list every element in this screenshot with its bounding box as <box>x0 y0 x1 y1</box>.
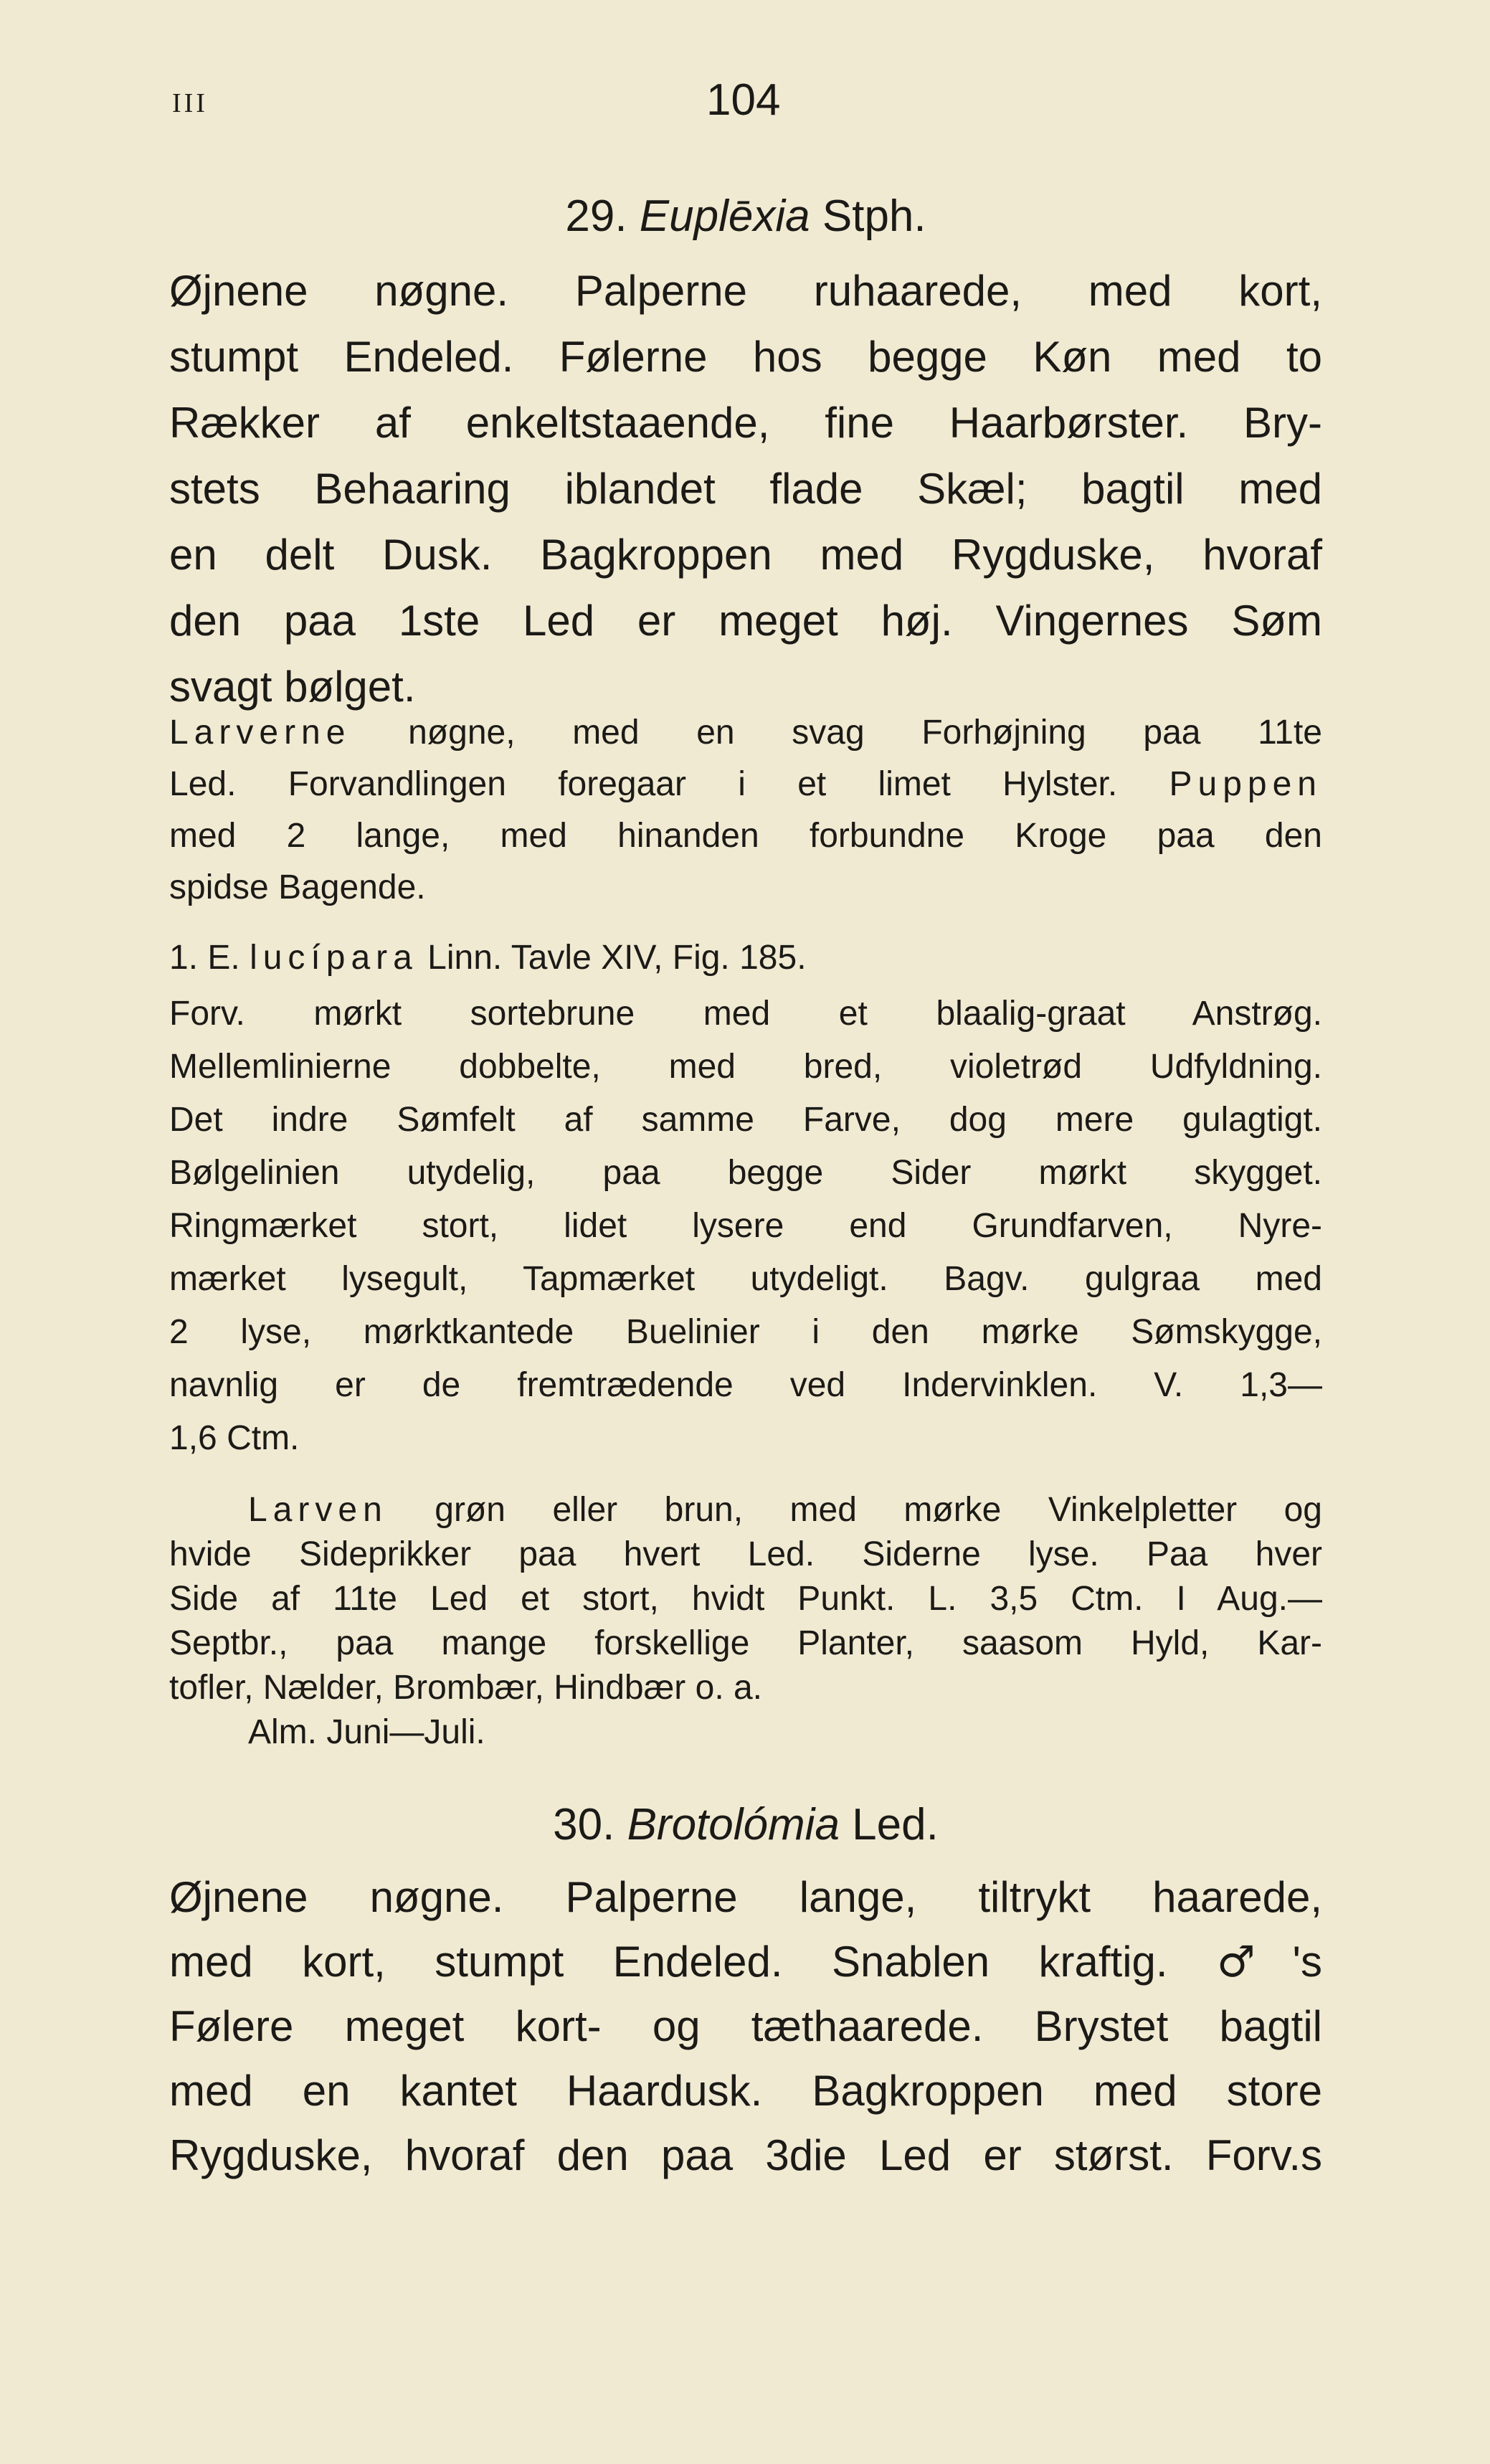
species-1-line: Ringmærket stort, lidet lysere end Grundfarven, Nyre- <box>169 1207 1322 1245</box>
species-1-larva-line: Septbr., paa mange forskellige Planter, saasom Hyld, Kar- <box>169 1624 1322 1662</box>
genus-29-heading <box>169 188 1322 245</box>
genus-29-line: den paa 1ste Led er meget høj. Vingernes Søm <box>169 597 1322 645</box>
signature-mark: III <box>172 88 208 118</box>
larva-lead: Larverne <box>169 714 351 752</box>
species-1-larva-line: Larven grøn eller brun, med mørke Vinkelpletter og <box>248 1491 1323 1529</box>
species-1-heading: 1. E. lucípara Linn. Tavle XIV, Fig. 185. <box>169 939 807 977</box>
genus-30-line: Rygduske, hvoraf den paa 3die Led er størst. Forv.s <box>169 2131 1322 2179</box>
page-number: 104 <box>706 75 781 125</box>
pupa-lead: Puppen <box>1169 765 1322 803</box>
species-1-line: Det indre Sømfelt af samme Farve, dog mere gulagtigt. <box>169 1101 1322 1139</box>
genus-30-line: Følere meget kort- og tæthaarede. Brystet bagtil <box>169 2002 1322 2050</box>
species-1-line: 1,6 Ctm. <box>169 1419 300 1457</box>
larva-lead: Larven <box>248 1491 388 1529</box>
genus-29-larva-line: med 2 lange, med hinanden forbundne Kroge paa den <box>169 817 1322 855</box>
species-1-name: lucípara <box>250 939 418 977</box>
genus-29-larva-line: Led. Forvandlingen foregaar i et limet Hylster. Puppen <box>169 765 1322 803</box>
genus-30-line: Øjnene nøgne. Palperne lange, tiltrykt haarede, <box>169 1873 1322 1921</box>
genus-29-line: Øjnene nøgne. Palperne ruhaarede, med kort, <box>169 267 1322 315</box>
genus-29-number: 29. <box>565 191 627 241</box>
genus-29-author: Stph. <box>822 191 926 241</box>
species-1-line: Mellemlinierne dobbelte, med bred, violetrød Udfyldning. <box>169 1048 1322 1086</box>
species-1-line: Bølgelinien utydelig, paa begge Sider mørkt skygget. <box>169 1154 1322 1192</box>
species-1-larva-line: Side af 11te Led et stort, hvidt Punkt. L. 3,5 Ctm. I Aug.— <box>169 1580 1322 1618</box>
genus-29-line: Rækker af enkeltstaaende, fine Haarbørster. Bry- <box>169 399 1322 447</box>
genus-29-larva-line: spidse Bagende. <box>169 868 426 906</box>
species-1-larva-line: hvide Sideprikker paa hvert Led. Siderne lyse. Paa hver <box>169 1535 1322 1573</box>
genus-29-line: svagt bølget. <box>169 663 416 711</box>
species-1-line: 2 lyse, mørktkantede Buelinier i den mørke Sømskygge, <box>169 1313 1322 1351</box>
genus-30-number: 30. <box>553 1800 615 1849</box>
genus-29-line: stets Behaaring iblandet flade Skæl; bagtil med <box>169 465 1322 513</box>
genus-29-line: stumpt Endeled. Følerne hos begge Køn med to <box>169 333 1322 381</box>
species-1-occurrence: Alm. Juni—Juli. <box>248 1713 485 1751</box>
genus-29-name: Euplēxia <box>639 191 810 241</box>
genus-30-line: med en kantet Haardusk. Bagkroppen med store <box>169 2067 1322 2115</box>
species-1-line: navnlig er de fremtrædende ved Indervinklen. V. 1,3— <box>169 1366 1322 1404</box>
genus-30-line: med kort, stumpt Endeled. Snablen kraftig. ♂'s <box>169 1937 1323 1987</box>
genus-29-line: en delt Dusk. Bagkroppen med Rygduske, hvoraf <box>169 531 1322 579</box>
genus-30-name: Brotolómia <box>627 1800 840 1849</box>
genus-30-heading <box>169 1796 1322 1854</box>
species-1-line: mærket lysegult, Tapmærket utydeligt. Bagv. gulgraa med <box>169 1260 1322 1298</box>
male-symbol-icon: ♂ <box>1217 1937 1293 1987</box>
genus-30-author: Led. <box>852 1800 939 1849</box>
species-1-line: Forv. mørkt sortebrune med et blaalig-graat Anstrøg. <box>169 995 1322 1033</box>
species-1-larva-line: tofler, Nælder, Brombær, Hindbær o. a. <box>169 1669 763 1707</box>
genus-29-larva-line: Larverne nøgne, med en svag Forhøjning paa 11te <box>169 714 1322 752</box>
